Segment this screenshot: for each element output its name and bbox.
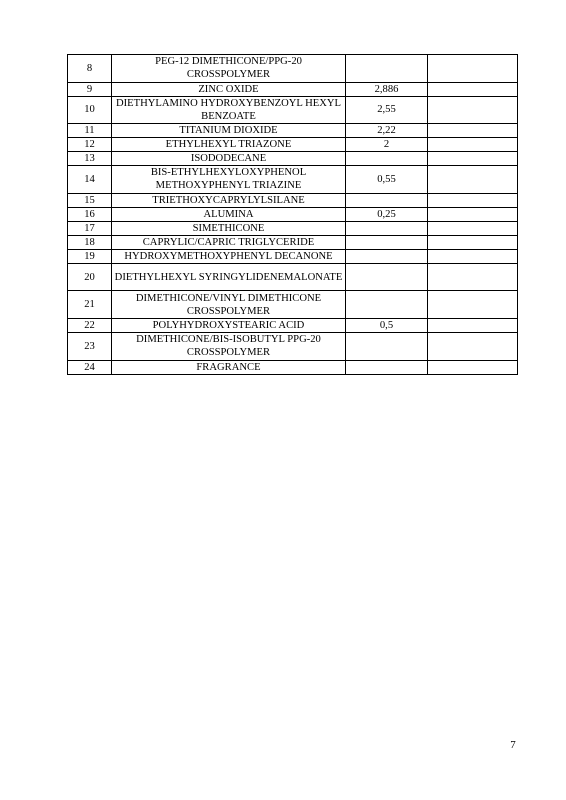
table-row	[68, 124, 518, 138]
table-row	[68, 291, 518, 319]
amount-cell	[346, 249, 428, 263]
ingredient-name-cell: ALUMINA	[112, 207, 346, 221]
amount-cell	[346, 55, 428, 83]
row-number-cell: 14	[68, 166, 112, 194]
empty-cell	[428, 124, 518, 138]
amount-cell: 2,22	[346, 124, 428, 138]
row-number-cell: 21	[68, 291, 112, 319]
table-row	[68, 152, 518, 166]
empty-cell	[428, 318, 518, 332]
ingredient-name-cell: DIMETHICONE/VINYL DIMETHICONE CROSSPOLYMER	[112, 291, 346, 319]
amount-cell	[346, 221, 428, 235]
amount-cell: 2,55	[346, 96, 428, 124]
page-number: 7	[510, 739, 516, 751]
row-number-cell: 23	[68, 332, 112, 360]
row-number-cell: 20	[68, 263, 112, 291]
row-number-cell: 9	[68, 82, 112, 96]
amount-cell	[346, 263, 428, 291]
empty-cell	[428, 193, 518, 207]
table-row	[68, 166, 518, 194]
row-number-cell: 17	[68, 221, 112, 235]
empty-cell	[428, 166, 518, 194]
amount-cell: 0,25	[346, 207, 428, 221]
row-number-cell: 8	[68, 55, 112, 83]
ingredient-name-cell: ZINC OXIDE	[112, 82, 346, 96]
empty-cell	[428, 152, 518, 166]
amount-cell: 2,886	[346, 82, 428, 96]
ingredient-name-cell: FRAGRANCE	[112, 360, 346, 374]
ingredient-name-cell: POLYHYDROXYSTEARIC ACID	[112, 318, 346, 332]
empty-cell	[428, 221, 518, 235]
amount-cell: 2	[346, 138, 428, 152]
row-number-cell: 10	[68, 96, 112, 124]
row-number-cell: 18	[68, 235, 112, 249]
amount-cell	[346, 152, 428, 166]
row-number-cell: 22	[68, 318, 112, 332]
amount-cell: 0,55	[346, 166, 428, 194]
amount-cell: 0,5	[346, 318, 428, 332]
ingredients-table	[67, 54, 518, 375]
table-row	[68, 82, 518, 96]
ingredient-name-cell: PEG-12 DIMETHICONE/PPG-20 CROSSPOLYMER	[112, 55, 346, 83]
empty-cell	[428, 360, 518, 374]
amount-cell	[346, 235, 428, 249]
table-row	[68, 96, 518, 124]
empty-cell	[428, 82, 518, 96]
ingredient-name-cell: CAPRYLIC/CAPRIC TRIGLYCERIDE	[112, 235, 346, 249]
row-number-cell: 24	[68, 360, 112, 374]
ingredient-name-cell: DIMETHICONE/BIS-ISOBUTYL PPG-20 CROSSPOLYMER	[112, 332, 346, 360]
ingredient-name-cell: TRIETHOXYCAPRYLYLSILANE	[112, 193, 346, 207]
amount-cell	[346, 193, 428, 207]
amount-cell	[346, 360, 428, 374]
table-row	[68, 249, 518, 263]
row-number-cell: 13	[68, 152, 112, 166]
empty-cell	[428, 332, 518, 360]
row-number-cell: 16	[68, 207, 112, 221]
ingredient-name-cell: ISODODECANE	[112, 152, 346, 166]
amount-cell	[346, 332, 428, 360]
empty-cell	[428, 207, 518, 221]
table-row	[68, 235, 518, 249]
table-row	[68, 138, 518, 152]
row-number-cell: 12	[68, 138, 112, 152]
row-number-cell: 11	[68, 124, 112, 138]
ingredient-name-cell: ETHYLHEXYL TRIAZONE	[112, 138, 346, 152]
row-number-cell: 19	[68, 249, 112, 263]
empty-cell	[428, 138, 518, 152]
empty-cell	[428, 235, 518, 249]
ingredient-name-cell: TITANIUM DIOXIDE	[112, 124, 346, 138]
row-number-cell: 15	[68, 193, 112, 207]
empty-cell	[428, 249, 518, 263]
empty-cell	[428, 96, 518, 124]
table-row	[68, 55, 518, 83]
empty-cell	[428, 291, 518, 319]
ingredient-name-cell: HYDROXYMETHOXYPHENYL DECANONE	[112, 249, 346, 263]
table-row	[68, 318, 518, 332]
ingredient-name-cell: BIS-ETHYLHEXYLOXYPHENOL METHOXYPHENYL TRIAZINE	[112, 166, 346, 194]
table-row	[68, 263, 518, 291]
empty-cell	[428, 263, 518, 291]
ingredient-name-cell: SIMETHICONE	[112, 221, 346, 235]
table-row	[68, 207, 518, 221]
table-row	[68, 221, 518, 235]
ingredient-name-cell: DIETHYLAMINO HYDROXYBENZOYL HEXYL BENZOATE	[112, 96, 346, 124]
ingredient-name-cell: DIETHYLHEXYL SYRINGYLIDENEMALONATE	[112, 263, 346, 291]
table-row	[68, 360, 518, 374]
table-row	[68, 332, 518, 360]
table-row	[68, 193, 518, 207]
empty-cell	[428, 55, 518, 83]
amount-cell	[346, 291, 428, 319]
